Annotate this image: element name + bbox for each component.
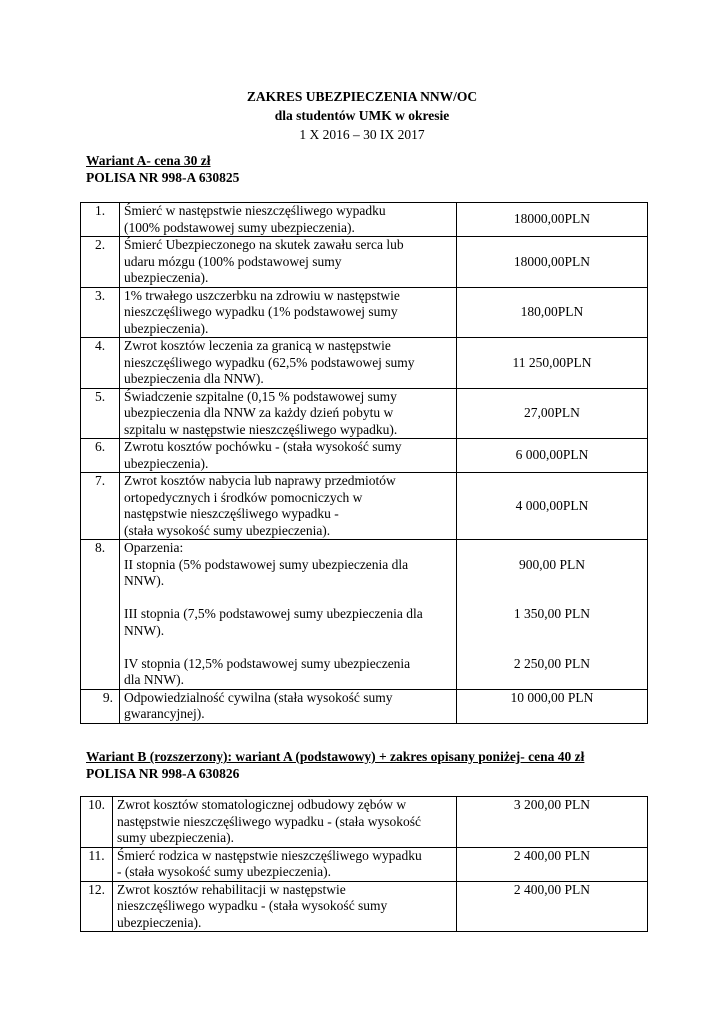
variant-b-policy: POLISA NR 998-A 630826 — [86, 766, 240, 781]
description-line: (stała wysokość sumy ubezpieczenia). — [124, 522, 331, 538]
description-line: gwarancyjnej). — [124, 706, 205, 721]
row-description — [120, 287, 457, 338]
document-period: 1 X 2016 – 30 IX 2017 — [299, 127, 425, 142]
variant-a-policy: POLISA NR 998-A 630825 — [86, 170, 240, 185]
table-row-burns — [81, 540, 648, 690]
description-line: Zwrotu kosztów pochówku - (stała wysokość sumy — [124, 439, 402, 454]
table-row — [81, 881, 648, 932]
description-line: Zwrot kosztów rehabilitacji w następstwie — [117, 881, 346, 897]
table-row — [81, 473, 648, 540]
spacer — [461, 590, 643, 607]
table-row — [81, 203, 648, 237]
row-amount — [457, 540, 648, 690]
description-line: ubezpieczenia dla NNW). — [124, 371, 264, 386]
row-description — [113, 881, 457, 932]
description-line: następstwie nieszczęśliwego wypadku - — [124, 506, 339, 521]
description-line: (100% podstawowej sumy ubezpieczenia). — [124, 219, 355, 235]
variant-b-heading — [86, 748, 584, 782]
description-line: Świadczenie szpitalne (0,15 % podstawowej sumy — [124, 388, 397, 404]
description-line: Śmierć w następstwie nieszczęśliwego wypadku — [124, 203, 386, 218]
variant-a-heading — [86, 152, 239, 186]
description-line: Zwrot kosztów leczenia za granicą w następstwie — [124, 338, 391, 353]
row-description — [120, 338, 457, 389]
description-line: Zwrot kosztów stomatologicznej odbudowy zębów w — [117, 797, 407, 812]
row-number: 3. — [81, 287, 120, 338]
description-line: IV stopnia (12,5% podstawowej sumy ubezpieczenia — [124, 655, 411, 671]
description-line: Śmierć Ubezpieczonego na skutek zawału serca lub — [124, 237, 404, 252]
row-number: 9. — [81, 689, 120, 723]
variant-a-title: Wariant A- cena 30 zł — [86, 153, 211, 168]
description-line: ubezpieczenia). — [124, 455, 209, 471]
row-amount: 2 400,00 PLN — [457, 881, 648, 932]
variant-b-table — [80, 796, 648, 932]
row-number: 5. — [81, 388, 120, 439]
spacer — [124, 590, 452, 607]
table-row — [81, 847, 648, 881]
description-line: - (stała wysokość sumy ubezpieczenia). — [117, 864, 332, 879]
document-title: ZAKRES UBEZPIECZENIA NNW/OC — [246, 89, 478, 104]
row-description — [113, 797, 457, 848]
variant-a-table — [80, 202, 648, 724]
burn-amount: 1 350,00 PLN — [513, 606, 591, 621]
row-description — [120, 439, 457, 473]
row-amount: 11 250,00PLN — [457, 338, 648, 389]
burn-amount: 2 250,00 PLN — [513, 655, 591, 671]
table-row — [81, 797, 648, 848]
row-description — [120, 237, 457, 288]
row-number: 8. — [81, 540, 120, 690]
row-number: 1. — [81, 203, 120, 237]
description-line: ubezpieczenia). — [117, 914, 202, 930]
table-row — [81, 237, 648, 288]
description-line: ortopedycznych i środków pomocniczych w — [124, 489, 363, 505]
description-line: szpitalu w następstwie nieszczęśliwego wypadku). — [124, 421, 398, 437]
table-row — [81, 689, 648, 723]
row-amount: 3 200,00 PLN — [457, 797, 648, 848]
row-amount: 180,00PLN — [457, 287, 648, 338]
description-line: dla NNW). — [124, 672, 184, 687]
row-amount: 27,00PLN — [457, 388, 648, 439]
row-description — [120, 473, 457, 540]
description-line: ubezpieczenia dla NNW za każdy dzień pobytu w — [124, 405, 394, 420]
document-header — [0, 87, 724, 144]
description-line: następstwie nieszczęśliwego wypadku - (stała wysokość — [117, 813, 422, 829]
row-number: 2. — [81, 237, 120, 288]
description-line: NNW). — [124, 622, 165, 638]
row-amount: 18000,00PLN — [457, 237, 648, 288]
row-number: 10. — [81, 797, 113, 848]
row-description — [120, 203, 457, 237]
spacer — [461, 623, 643, 640]
table-row — [81, 439, 648, 473]
spacer — [461, 672, 643, 689]
row-description — [120, 689, 457, 723]
description-line: II stopnia (5% podstawowej sumy ubezpieczenia dla — [124, 556, 409, 572]
row-number: 7. — [81, 473, 120, 540]
description-line: ubezpieczenia). — [124, 270, 209, 285]
row-amount: 18000,00PLN — [457, 203, 648, 237]
description-line: nieszczęśliwego wypadku (1% podstawowej sumy — [124, 304, 398, 319]
description-line: ubezpieczenia). — [124, 320, 209, 336]
spacer — [461, 573, 643, 590]
description-line: udaru mózgu (100% podstawowej sumy — [124, 253, 342, 269]
row-number: 11. — [81, 847, 113, 881]
row-description — [120, 388, 457, 439]
spacer — [124, 639, 452, 656]
table-row — [81, 338, 648, 389]
row-description — [113, 847, 457, 881]
row-description — [120, 540, 457, 690]
description-line: Zwrot kosztów nabycia lub naprawy przedmiotów — [124, 473, 396, 488]
description-line: nieszczęśliwego wypadku (62,5% podstawowej sumy — [124, 354, 415, 370]
row-amount: 4 000,00PLN — [457, 473, 648, 540]
table-row — [81, 287, 648, 338]
spacer — [461, 639, 643, 656]
description-line: Odpowiedzialność cywilna (stała wysokość sumy — [124, 689, 393, 705]
description-line: Śmierć rodzica w następstwie nieszczęśliwego wypadku — [117, 847, 422, 863]
table-row — [81, 388, 648, 439]
description-line: sumy ubezpieczenia). — [117, 830, 234, 845]
burns-heading: Oparzenia: — [124, 540, 184, 555]
row-amount: 10 000,00 PLN — [457, 689, 648, 723]
description-line: nieszczęśliwego wypadku - (stała wysokość sumy — [117, 898, 388, 913]
row-number: 12. — [81, 881, 113, 932]
row-amount: 6 000,00PLN — [457, 439, 648, 473]
document-subtitle: dla studentów UMK w okresie — [274, 108, 450, 123]
description-line: III stopnia (7,5% podstawowej sumy ubezpieczenia dla — [124, 606, 423, 621]
row-number: 6. — [81, 439, 120, 473]
description-line: NNW). — [124, 573, 165, 588]
description-line: 1% trwałego uszczerbku na zdrowiu w następstwie — [124, 287, 400, 303]
row-number: 4. — [81, 338, 120, 389]
variant-b-title: Wariant B (rozszerzony): wariant A (podstawowy) + zakres opisany poniżej- cena 40 zł — [86, 749, 585, 764]
spacer — [461, 540, 643, 557]
row-amount: 2 400,00 PLN — [457, 847, 648, 881]
burn-amount: 900,00 PLN — [518, 556, 585, 572]
